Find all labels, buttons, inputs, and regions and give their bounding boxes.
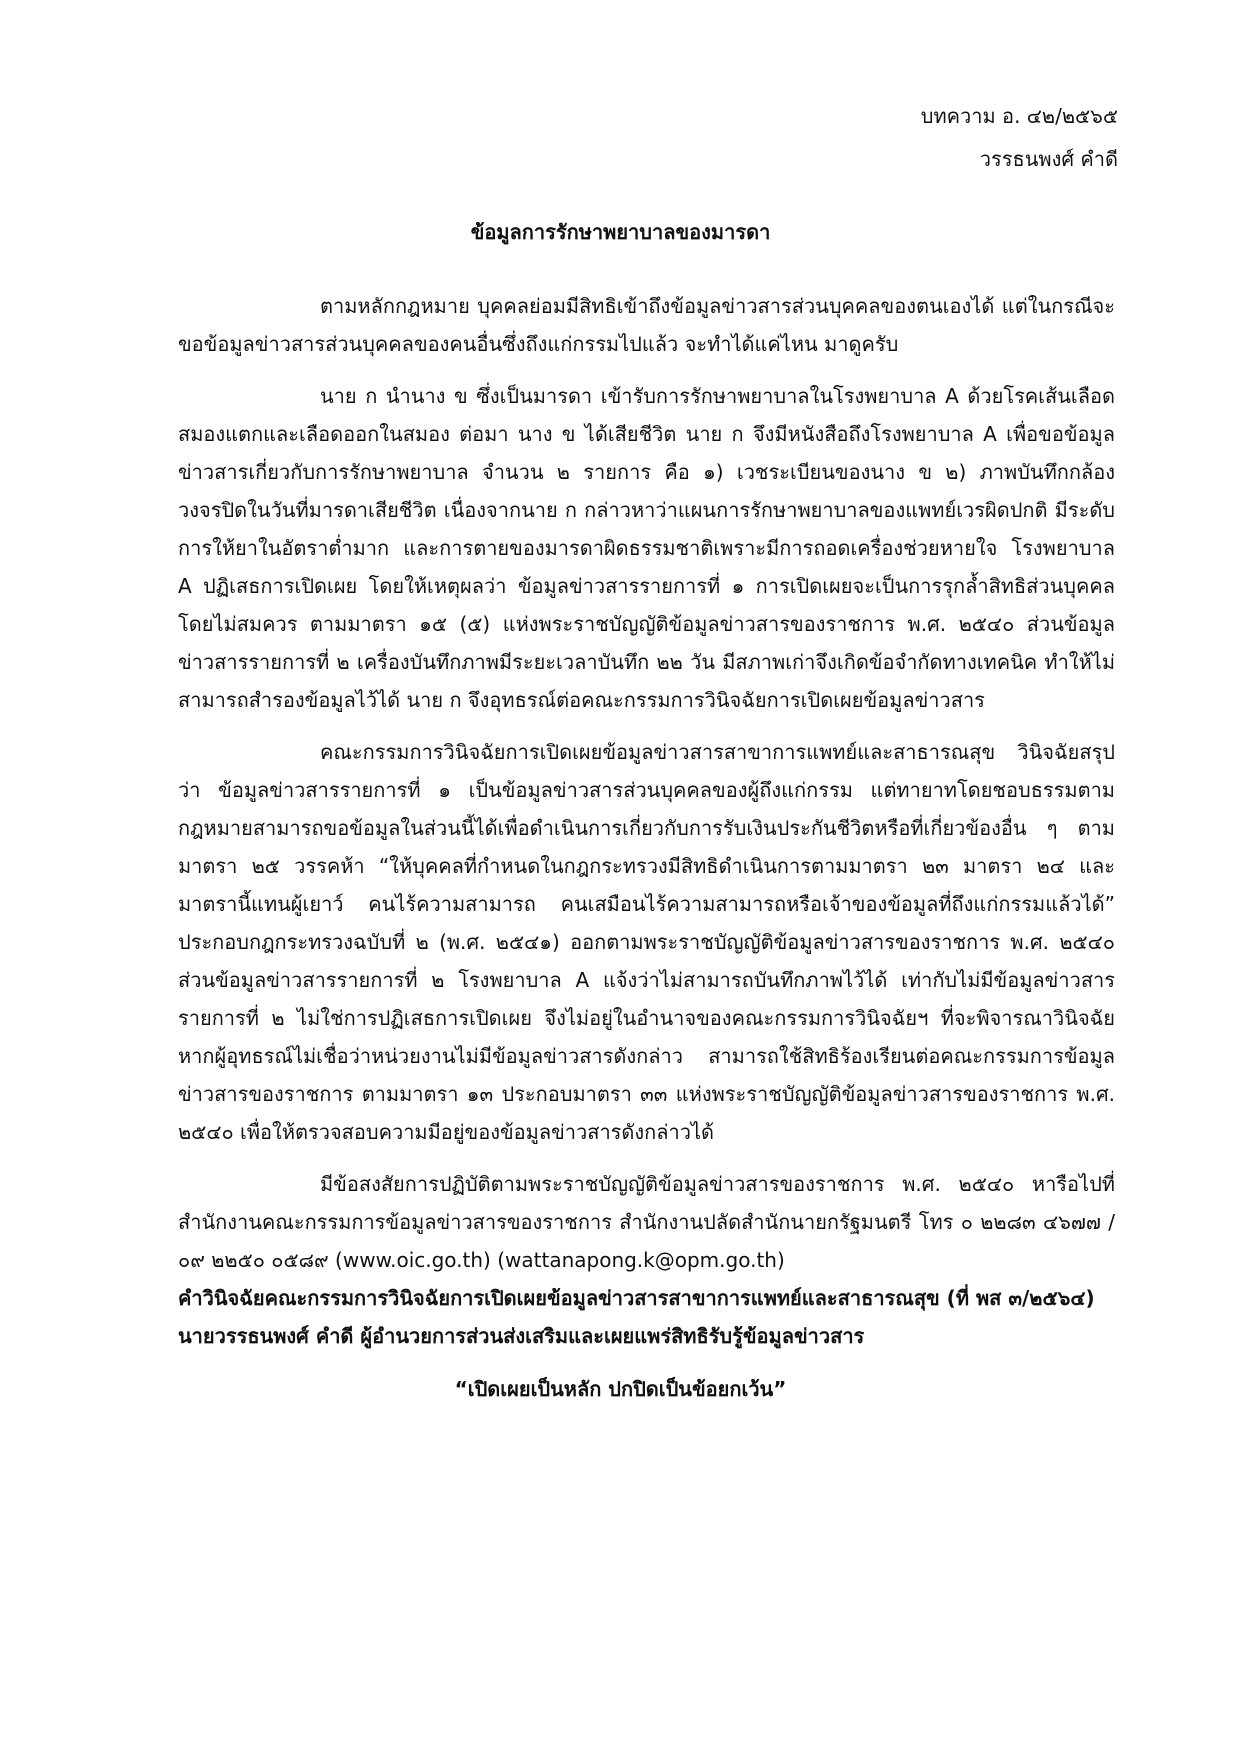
decision-reference: คำวินิจฉัยคณะกรรมการวินิจฉัยการเปิดเผยข้อมูลข่าวสารสาขาการแพทย์และสาธารณสุข (ที่ พส ๓/๒๕๖๔)	[178, 1286, 1095, 1310]
paragraph-facts: นาย ก นำนาง ข ซึ่งเป็นมารดา เข้ารับการรักษาพยาบาลในโรงพยาบาล A ด้วยโรคเส้นเลือดสมองแตกและเลือดออกในสมอง ต่อมา นาง ข ได้เสียชีวิต นาย ก จึงมีหนังสือถึงโรงพยาบาล A เพื่อขอข้อมูลข่าวสารเกี่ยวกับการรักษาพยาบาล จำนวน ๒ รายการ คือ ๑) เวชระเบียนของนาง ข ๒) ภาพบันทึกกล้องวงจรปิดในวันที่มารดาเสียชีวิต เนื่องจากนาย ก กล่าวหาว่าแผนการรักษาพยาบาลของแพทย์เวรผิดปกติ มีระดับการให้ยาในอัตราต่ำมาก และการตายของมารดาผิดธรรมชาติเพราะมีการถอดเครื่องช่วยหายใจ โรงพยาบาล A ปฏิเสธการเปิดเผย โดยให้เหตุผลว่า ข้อมูลข่าวสารรายการที่ ๑ การเปิดเผยจะเป็นการรุกล้ำสิทธิส่วนบุคคลโดยไม่สมควร ตามมาตรา ๑๕ (๕) แห่งพระราชบัญญัติข้อมูลข่าวสารของราชการ พ.ศ. ๒๕๔๐ ส่วนข้อมูลข่าวสารรายการที่ ๒ เครื่องบันทึกภาพมีระยะเวลาบันทึก ๒๒ วัน มีสภาพเก่าจึงเกิดข้อจำกัดทางเทคนิค ทำให้ไม่สามารถสำรองข้อมูลไว้ได้ นาย ก จึงอุทธรณ์ต่อคณะกรรมการวินิจฉัยการเปิดเผยข้อมูลข่าวสาร	[178, 384, 1115, 712]
author-name: วรรธนพงศ์ คำดี	[979, 147, 1118, 171]
paragraph-decision: คณะกรรมการวินิจฉัยการเปิดเผยข้อมูลข่าวสารสาขาการแพทย์และสาธารณสุข วินิจฉัยสรุปว่า ข้อมูลข่าวสารรายการที่ ๑ เป็นข้อมูลข่าวสารส่วนบุคคลของผู้ถึงแก่กรรม แต่ทายาทโดยชอบธรรมตามกฎหมายสามารถขอข้อมูลในส่วนนี้ได้เพื่อดำเนินการเกี่ยวกับการรับเงินประกันชีวิตหรือที่เกี่ยวข้องอื่น ๆ ตามมาตรา ๒๕ วรรคห้า “ให้บุคคลที่กำหนดในกฎกระทรวงมีสิทธิดำเนินการตามมาตรา ๒๓ มาตรา ๒๔ และมาตรานี้แทนผู้เยาว์ คนไร้ความสามารถ คนเสมือนไร้ความสามารถหรือเจ้าของข้อมูลที่ถึงแก่กรรมแล้วได้” ประกอบกฎกระทรวงฉบับที่ ๒ (พ.ศ. ๒๕๔๑) ออกตามพระราชบัญญัติข้อมูลข่าวสารของราชการ พ.ศ. ๒๕๔๐ ส่วนข้อมูลข่าวสารรายการที่ ๒ โรงพยาบาล A แจ้งว่าไม่สามารถบันทึกภาพไว้ได้ เท่ากับไม่มีข้อมูลข่าวสารรายการที่ ๒ ไม่ใช่การปฏิเสธการเปิดเผย จึงไม่อยู่ในอำนาจของคณะกรรมการวินิจฉัยฯ ที่จะพิจารณาวินิจฉัย หากผู้อุทธรณ์ไม่เชื่อว่าหน่วยงานไม่มีข้อมูลข่าวสารดังกล่าว สามารถใช้สิทธิร้องเรียนต่อคณะกรรมการข้อมูลข่าวสารของราชการ ตามมาตรา ๑๓ ประกอบมาตรา ๓๓ แห่งพระราชบัญญัติข้อมูลข่าวสารของราชการ พ.ศ. ๒๕๔๐ เพื่อให้ตรวจสอบความมีอยู่ของข้อมูลข่าวสารดังกล่าวได้	[178, 740, 1115, 1144]
author-signature: นายวรรธนพงศ์ คำดี ผู้อำนวยการส่วนส่งเสริมและเผยแพร่สิทธิรับรู้ข้อมูลข่าวสาร	[178, 1324, 865, 1348]
article-body	[178, 287, 1115, 1355]
paragraph-intro: ตามหลักกฎหมาย บุคคลย่อมมีสิทธิเข้าถึงข้อมูลข่าวสารส่วนบุคคลของตนเองได้ แต่ในกรณีจะขอข้อมูลข่าวสารส่วนบุคคลของคนอื่นซึ่งถึงแก่กรรมไปแล้ว จะทำได้แค่ไหน มาดูครับ	[178, 294, 1115, 356]
slogan: “เปิดเผยเป็นหลัก ปกปิดเป็นข้อยกเว้น”	[454, 1377, 787, 1401]
article-number: บทความ อ. ๔๒/๒๕๖๕	[920, 104, 1118, 128]
paragraph-contact: มีข้อสงสัยการปฏิบัติตามพระราชบัญญัติข้อมูลข่าวสารของราชการ พ.ศ. ๒๕๔๐ หารือไปที่สำนักงานคณะกรรมการข้อมูลข่าวสารของราชการ สำนักงานปลัดสำนักนายกรัฐมนตรี โทร ๐ ๒๒๘๓ ๔๖๗๗ / ๐๙ ๒๒๕๐ ๐๕๘๙ (www.oic.go.th) (wattanapong.k@opm.go.th)	[178, 1172, 1115, 1272]
page-title: ข้อมูลการรักษาพยาบาลของมารดา	[470, 220, 771, 244]
header-block	[921, 95, 1118, 181]
